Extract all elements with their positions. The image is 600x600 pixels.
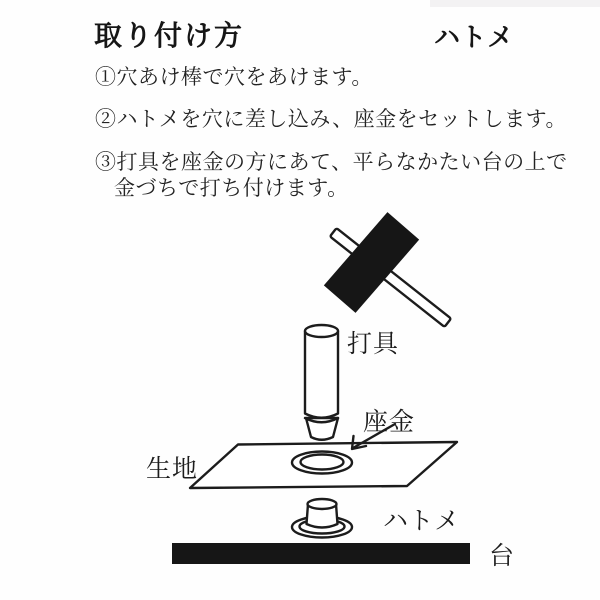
eyelet-illustration (292, 499, 352, 538)
base-bar (172, 543, 470, 564)
instruction-step-3-line-2: 金づちで打ち付けます。 (114, 177, 349, 200)
instruction-step-2: ②ハトメを穴に差し込み、座金をセットします。 (95, 108, 567, 131)
washer-inner-ring (301, 455, 344, 470)
punch-body (305, 331, 338, 418)
eyelet-top-cap (308, 499, 337, 509)
product-name-label: ハトメ (434, 22, 515, 52)
eyelet-label: ハトメ (383, 507, 461, 535)
instruction-step-1: ①穴あけ棒で穴をあけます。 (95, 66, 373, 89)
page-title: 取り付け方 (94, 20, 245, 51)
base-label: 台 (489, 542, 516, 570)
fabric-label: 生地 (146, 455, 199, 483)
punch-tool-illustration (305, 325, 338, 440)
hammer-head (324, 212, 419, 313)
instruction-step-3-line-1: ③打具を座金の方にあて、平らなかたい台の上で (95, 151, 568, 174)
hammer-illustration (324, 212, 451, 327)
punch-label: 打具 (347, 330, 400, 358)
punch-top-cap (305, 325, 338, 337)
washer-label: 座金 (363, 408, 416, 436)
